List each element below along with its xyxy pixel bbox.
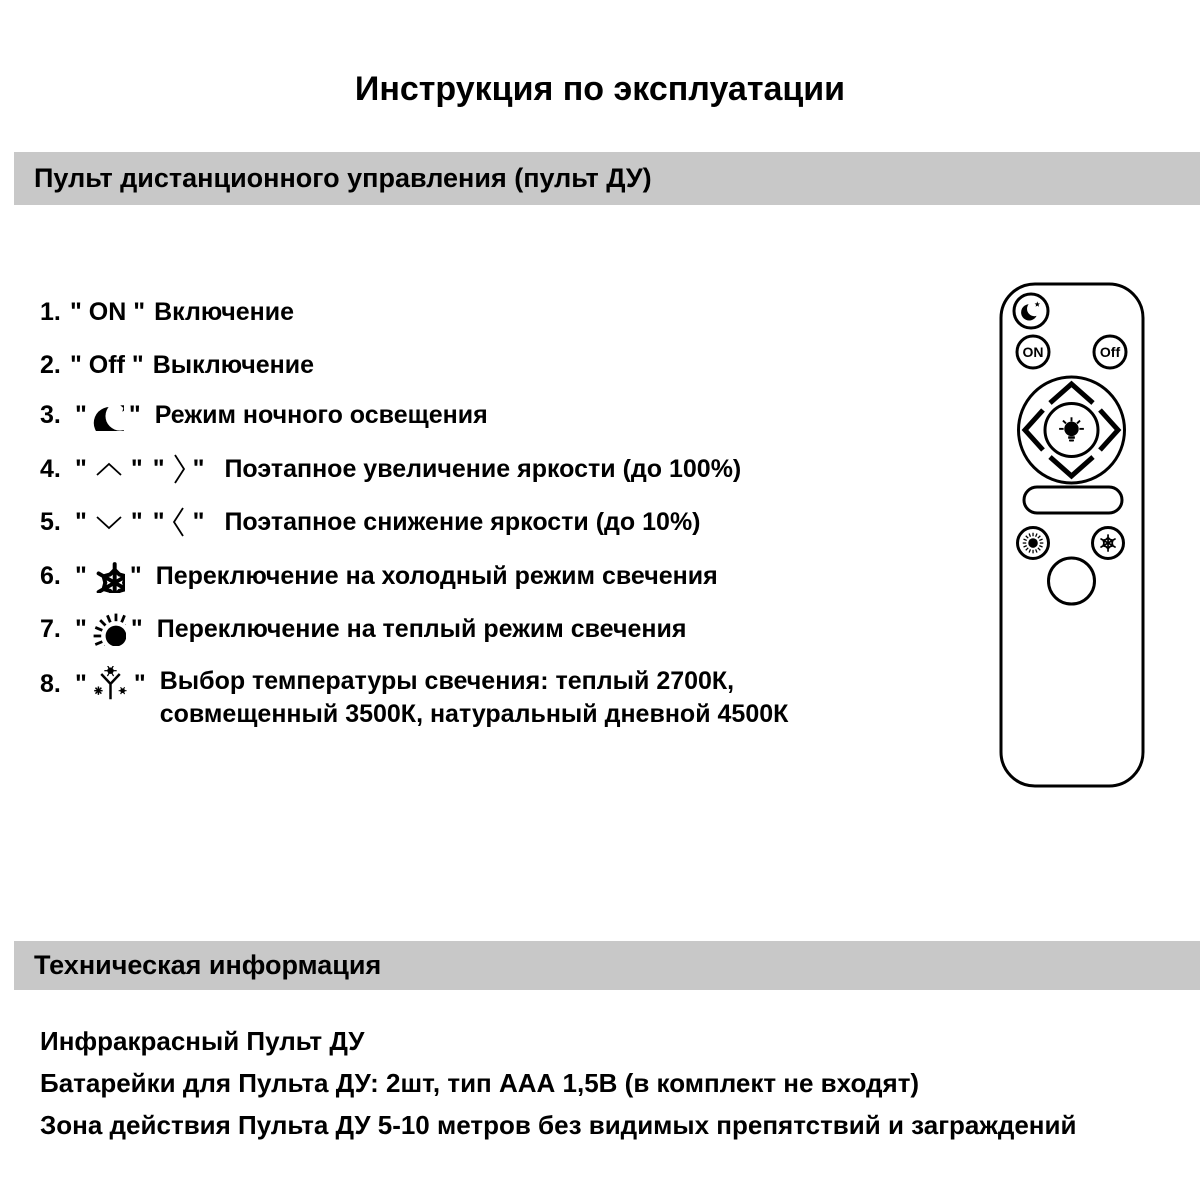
pill-button [1024,487,1122,513]
item-number: 1. [40,297,61,326]
round-button [1049,558,1095,604]
quote-mark: " [75,669,87,698]
button-label: " ON " [70,297,146,326]
chevron-left-icon [170,504,188,540]
quote-mark: " [75,454,87,483]
quote-mark: " [75,614,87,643]
item-text: Переключение на теплый режим свечения [156,614,687,643]
item-text: Переключение на холодный режим свечения [155,561,718,590]
item-number: 6. [40,561,61,590]
quote-mark: " [192,507,205,536]
list-item [40,347,314,383]
item-number: 8. [40,669,61,698]
section-heading: Техническая информация [34,950,382,980]
list-item [40,665,788,731]
item-text: Включение [154,297,295,326]
quote-mark: " [75,507,87,536]
off-button [1094,336,1126,368]
tech-info-line: Зона действия Пульта ДУ 5-10 метров без видимых препятствий и заграждений [40,1110,1077,1140]
item-number: 3. [40,400,61,429]
quote-mark: " [75,561,87,590]
snowflake-icon [92,560,125,593]
moon-icon [92,399,124,431]
item-number: 2. [40,350,61,379]
temperature-select-icon [92,666,129,703]
remote-illustration [998,281,1146,789]
item-text: Поэтапное снижение яркости (до 10%) [224,507,701,536]
item-text: Выключение [152,350,314,379]
on-button [1017,336,1049,368]
night-mode-button [1014,294,1048,328]
item-number: 7. [40,614,61,643]
chevron-right-icon [170,451,188,487]
on-button-label: ON [1022,344,1044,360]
chevron-down-icon [92,511,126,533]
item-number: 4. [40,454,61,483]
quote-mark: " [129,561,142,590]
list-item [40,294,294,330]
off-button-label: Off [1099,344,1121,360]
list-item [40,504,701,540]
quote-mark: " [130,454,143,483]
quote-mark: " [133,669,146,698]
chevron-up-icon [92,458,126,480]
sun-icon [92,612,126,646]
button-label: " Off " [70,350,144,379]
quote-mark: " [152,507,165,536]
quote-mark: " [192,454,205,483]
section-heading: Пульт дистанционного управления (пульт ДУ) [34,163,652,193]
sun-icon [1023,533,1044,554]
cold-mode-button [1093,528,1124,559]
section-banner-tech [14,941,1200,990]
item-text: Выбор температуры свечения: теплый 2700К, [159,667,735,695]
tech-info-line: Батарейки для Пульта ДУ: 2шт, тип ААА 1,5В (в комплект не входят) [40,1068,920,1098]
quote-mark: " [128,400,141,429]
page-title: Инструкция по эксплуатации [354,70,846,108]
list-item [40,451,741,487]
tech-info-line: Инфракрасный Пульт ДУ [40,1026,365,1056]
item-text-line2: совмещенный 3500К, натуральный дневной 4500К [159,700,789,728]
quote-mark: " [130,614,143,643]
warm-mode-button [1018,528,1049,559]
item-text: Поэтапное увеличение яркости (до 100%) [224,454,742,483]
quote-mark: " [130,507,143,536]
list-item [40,558,718,594]
list-item [40,611,686,647]
quote-mark: " [75,400,87,429]
section-banner-remote [14,152,1200,205]
item-number: 5. [40,507,61,536]
quote-mark: " [152,454,165,483]
item-text: Режим ночного освещения [154,400,488,429]
list-item [40,397,488,433]
dpad-brightness-control [1019,377,1125,483]
